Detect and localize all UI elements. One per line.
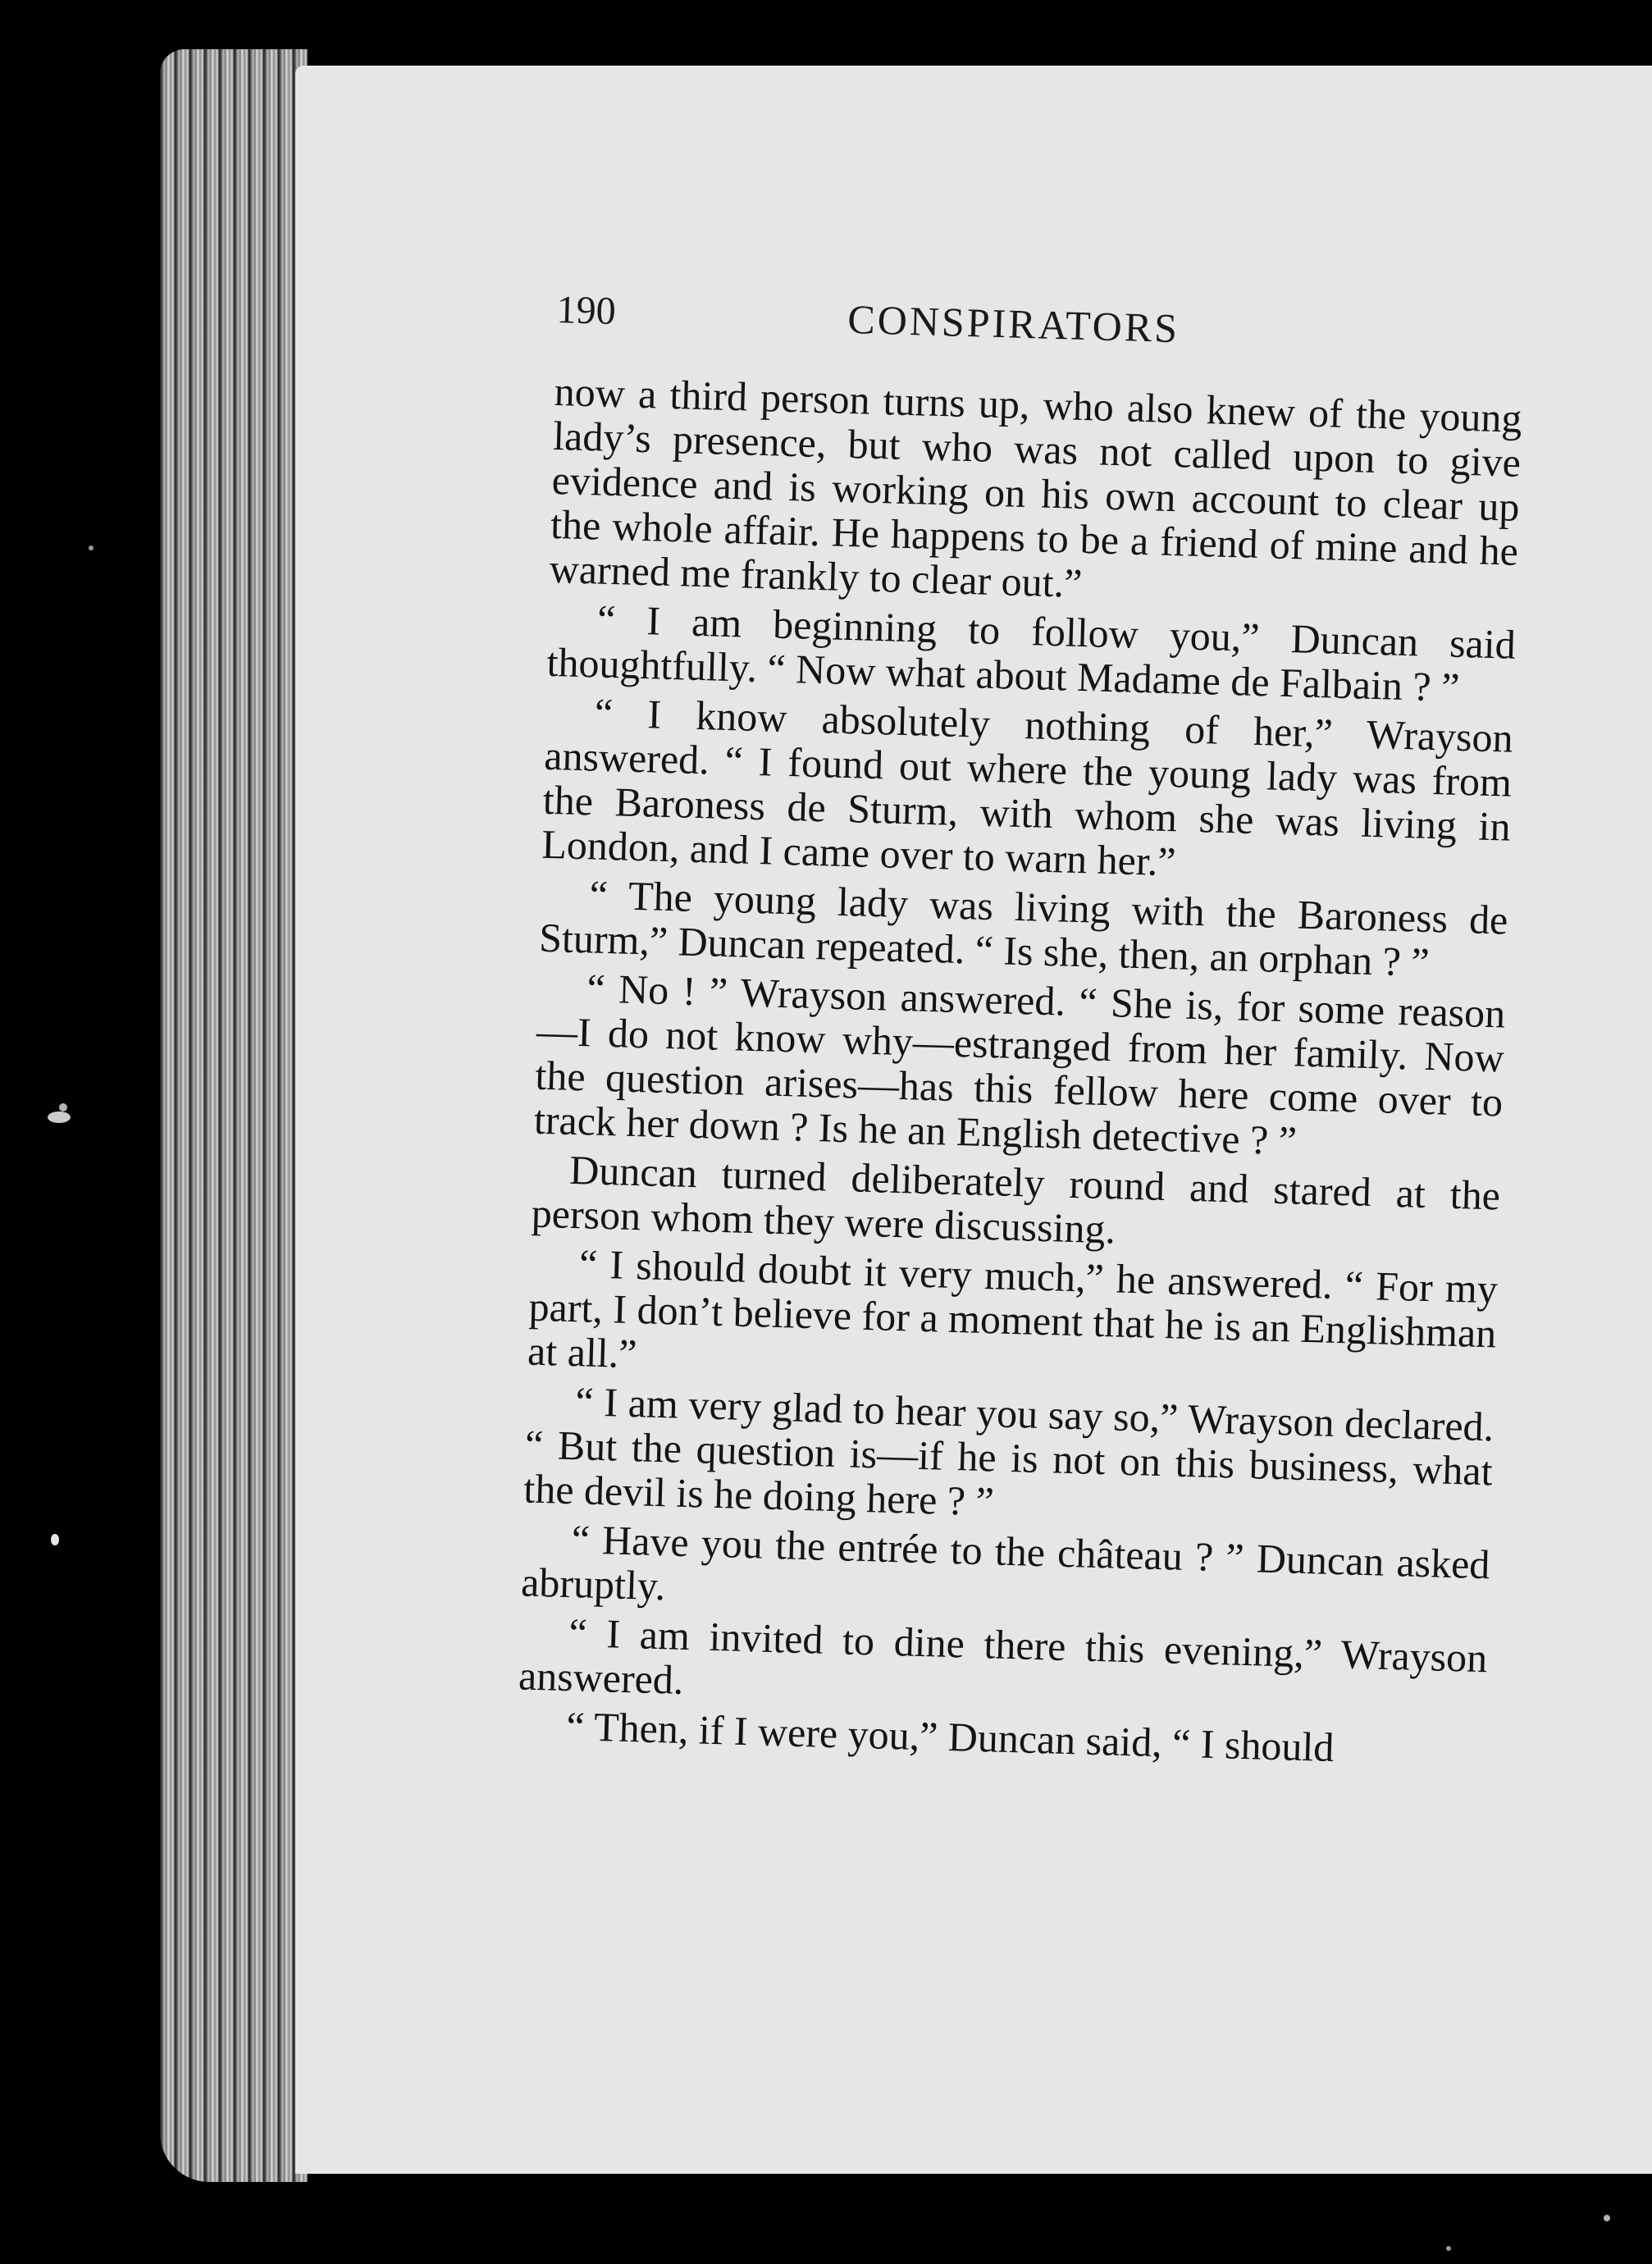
paragraph: “ Have you the entrée to the château ? ” Duncan asked abruptly.	[520, 1516, 1491, 1609]
page-block-edge	[160, 49, 308, 2182]
paragraph: “ I am invited to dine there this evening,” Wrayson answered.	[518, 1609, 1488, 1703]
paragraph: “ No ! ” Wrayson answered. “ She is, for some reason—I do not know why—estranged from her family. Now the question arises—has this fellow here come over to track her down ? Is he an English detective ? ”	[533, 965, 1506, 1164]
dust-speck	[59, 1103, 67, 1111]
paragraph: now a third person turns up, who also knew of the young lady’s presence, but who was not called upon to give evidence and is working on his own account to clear up the whole affair. He happens to be a friend of mine and he warned me frankly to clear out.”	[549, 367, 1523, 606]
paragraph: “ I am beginning to follow you,” Duncan said thoughtfully. “ Now what about Madame de Falbain ? ”	[545, 596, 1517, 710]
book-page	[295, 66, 1652, 2174]
page-content	[517, 271, 1526, 1778]
dust-speck	[48, 1111, 71, 1123]
dust-speck	[1446, 2246, 1451, 2251]
paragraph: “ The young lady was living with the Baroness de Sturm,” Duncan repeated. “ Is she, then, an orphan ? ”	[538, 871, 1509, 985]
dust-speck	[89, 545, 94, 550]
paragraph: “ I know absolutely nothing of her,” Wrayson answered. “ I found out where the young lady was from the Baroness de Sturm, with whom she was living in London, and I came over to warn her.”	[541, 689, 1514, 885]
paragraph: “ I am very glad to hear you say so,” Wrayson declared. “ But the question is—if he is not on this business, what the devil is he doing here ? ”	[523, 1378, 1495, 1525]
dust-speck	[1604, 2215, 1610, 2221]
paragraph: “ I should doubt it very much,” he answered. “ For my part, I don’t believe for a moment that he is an Englishman at all.”	[527, 1240, 1499, 1377]
page-number: 190	[555, 287, 617, 333]
paragraph: Duncan turned deliberately round and stared at the person whom they were discussing.	[531, 1146, 1501, 1253]
dust-speck	[51, 1534, 59, 1545]
body-text	[517, 369, 1522, 1773]
paragraph: “ Then, if I were you,” Duncan said, “ I should	[565, 1702, 1335, 1771]
running-title: CONSPIRATORS	[847, 295, 1180, 352]
